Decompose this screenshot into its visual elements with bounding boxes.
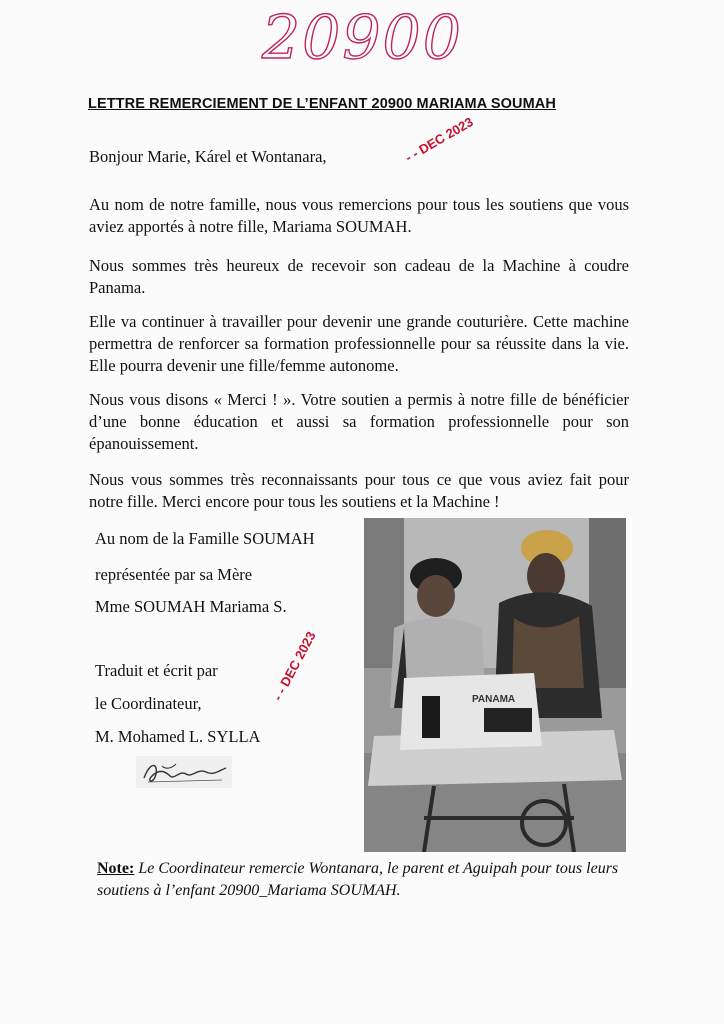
paragraph: Nous vous disons « Merci ! ». Votre soutien a permis à notre fille de bénéficier d’une bonne éducation et aussi sa formation professionnelle pour son épanouissement. [89, 390, 629, 453]
signoff-line: le Coordinateur, [95, 694, 202, 713]
paragraph: Nous sommes très heureux de recevoir son cadeau de la Machine à coudre Panama. [89, 256, 629, 297]
signoff-line: Mme SOUMAH Mariama S. [95, 597, 287, 616]
signoff-line: Au nom de la Famille SOUMAH [95, 529, 315, 548]
paragraph: Nous vous sommes très reconnaissants pour tous ce que vous aviez fait pour notre fille. Merci encore pour tous les soutiens et la Machine ! [89, 470, 629, 511]
letter-title: LETTRE REMERCIEMENT DE L’ENFANT 20900 MARIAMA SOUMAH [88, 96, 556, 112]
signoff-line: Traduit et écrit par [95, 661, 218, 680]
note-text: Le Coordinateur remercie Wontanara, le parent et Aguipah pour tous leurs soutiens à l’enfant 20900_Mariama SOUMAH. [97, 860, 619, 899]
family-photo [364, 518, 626, 852]
paragraph: Au nom de notre famille, nous vous remercions pour tous les soutiens que vous aviez apportés à notre fille, Mariama SOUMAH. [89, 195, 629, 236]
machine-brand-label: PANAMA [472, 694, 516, 705]
footer-note [97, 858, 637, 902]
date-stamp: - - DEC 2023 [402, 114, 476, 165]
signoff-line: M. Mohamed L. SYLLA [95, 727, 261, 746]
signoff-line: représentée par sa Mère [95, 565, 253, 584]
handwritten-signature [136, 756, 232, 788]
date-stamp: - - DEC 2023 [269, 628, 319, 703]
handwritten-number: 20900 [262, 3, 463, 73]
paragraph: Elle va continuer à travailler pour devenir une grande couturière. Cette machine permettra de renforcer sa formation professionnelle pour sa réussite dans la vie. Elle pourra devenir une fille/femme autonome. [89, 312, 629, 375]
note-label: Note: [97, 860, 135, 877]
greeting: Bonjour Marie, Kárel et Wontanara, [89, 147, 327, 166]
